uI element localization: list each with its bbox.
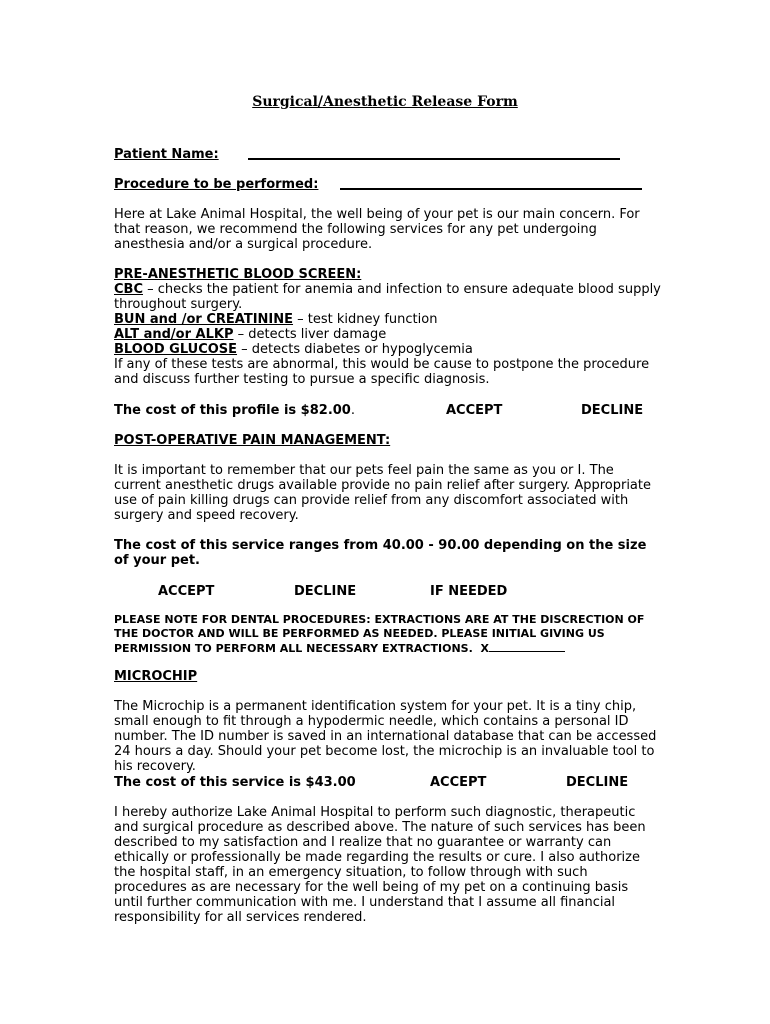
blood-screen-cost: The cost of this profile is $82.00. [114, 403, 355, 418]
blood-screen-note: If any of these tests are abnormal, this would be cause to postpone the procedure and discuss further testing to pursue a specific diagnosis. [114, 357, 650, 387]
authorization-paragraph: I hereby authorize Lake Animal Hospital to perform such diagnostic, therapeutic and surgical procedure as described above. The nature of such services has been described to my satisfaction and I realize that no guarantee or warranty can ethically or professionally be made regarding the results or cure. I also authorize the hospital staff, in an emergency situation, to follow through with such procedures as are necessary for the well being of my pet on a continuing basis until further communication with me. I understand that I assume all financial responsibility for all services rendered. [114, 805, 646, 925]
blood-screen-section [114, 267, 662, 387]
pain-cost: The cost of this service ranges from 40.00 - 90.00 depending on the size of your pet. [114, 538, 647, 568]
dental-initial-x: X [480, 642, 489, 655]
microchip-cost: The cost of this service is $43.00 [114, 775, 356, 790]
procedure-label: Procedure to be performed: [114, 177, 319, 192]
pain-decline[interactable]: DECLINE [294, 584, 357, 599]
pain-accept[interactable]: ACCEPT [158, 584, 215, 599]
microchip-paragraph: The Microchip is a permanent identification system for your pet. It is a tiny chip, small enough to fit through a hypodermic needle, which contains a personal ID number. The ID number is saved in an international database that can be accessed 24 hours a day. Should your pet become lost, the microchip is an invaluable tool to his recovery. [114, 699, 657, 774]
test-glucose: BLOOD GLUCOSE – detects diabetes or hypoglycemia [114, 342, 473, 357]
blood-screen-decline[interactable]: DECLINE [581, 403, 644, 418]
test-bun: BUN and /or CREATININE – test kidney function [114, 312, 438, 327]
patient-name-row [114, 147, 219, 162]
dental-initial-field[interactable] [489, 641, 565, 652]
form-title: Surgical/Anesthetic Release Form [252, 94, 518, 110]
pain-heading: POST-OPERATIVE PAIN MANAGEMENT: [114, 433, 391, 448]
patient-name-label: Patient Name: [114, 147, 219, 162]
blood-screen-heading: PRE-ANESTHETIC BLOOD SCREEN: [114, 267, 362, 282]
microchip-decline[interactable]: DECLINE [566, 775, 629, 790]
pain-paragraph: It is important to remember that our pets feel pain the same as you or I. The current anesthetic drugs available provide no pain relief after surgery. Appropriate use of pain killing drugs can provide relief from any discomfort associated with surgery and speed recovery. [114, 463, 651, 523]
microchip-accept[interactable]: ACCEPT [430, 775, 487, 790]
intro-paragraph: Here at Lake Animal Hospital, the well being of your pet is our main concern. For that reason, we recommend the following services for any pet undergoing anesthesia and/or a surgical procedure. [114, 207, 640, 252]
patient-name-field[interactable] [248, 147, 620, 160]
test-cbc: CBC – checks the patient for anemia and infection to ensure adequate blood supply throughout surgery. [114, 282, 661, 312]
procedure-row [114, 177, 318, 192]
pain-if-needed[interactable]: IF NEEDED [430, 584, 508, 599]
test-alt: ALT and/or ALKP – detects liver damage [114, 327, 387, 342]
microchip-heading: MICROCHIP [114, 669, 198, 684]
dental-note: PLEASE NOTE FOR DENTAL PROCEDURES: EXTRACTIONS ARE AT THE DISCRECTION OF THE DOCTOR AND WILL BE PERFORMED AS NEEDED. PLEASE INITIAL GIVING US PERMISSION TO PERFORM ALL NECESSARY EXTRACTIONS. X [114, 613, 645, 655]
procedure-field[interactable] [340, 177, 642, 190]
blood-screen-accept[interactable]: ACCEPT [446, 403, 503, 418]
